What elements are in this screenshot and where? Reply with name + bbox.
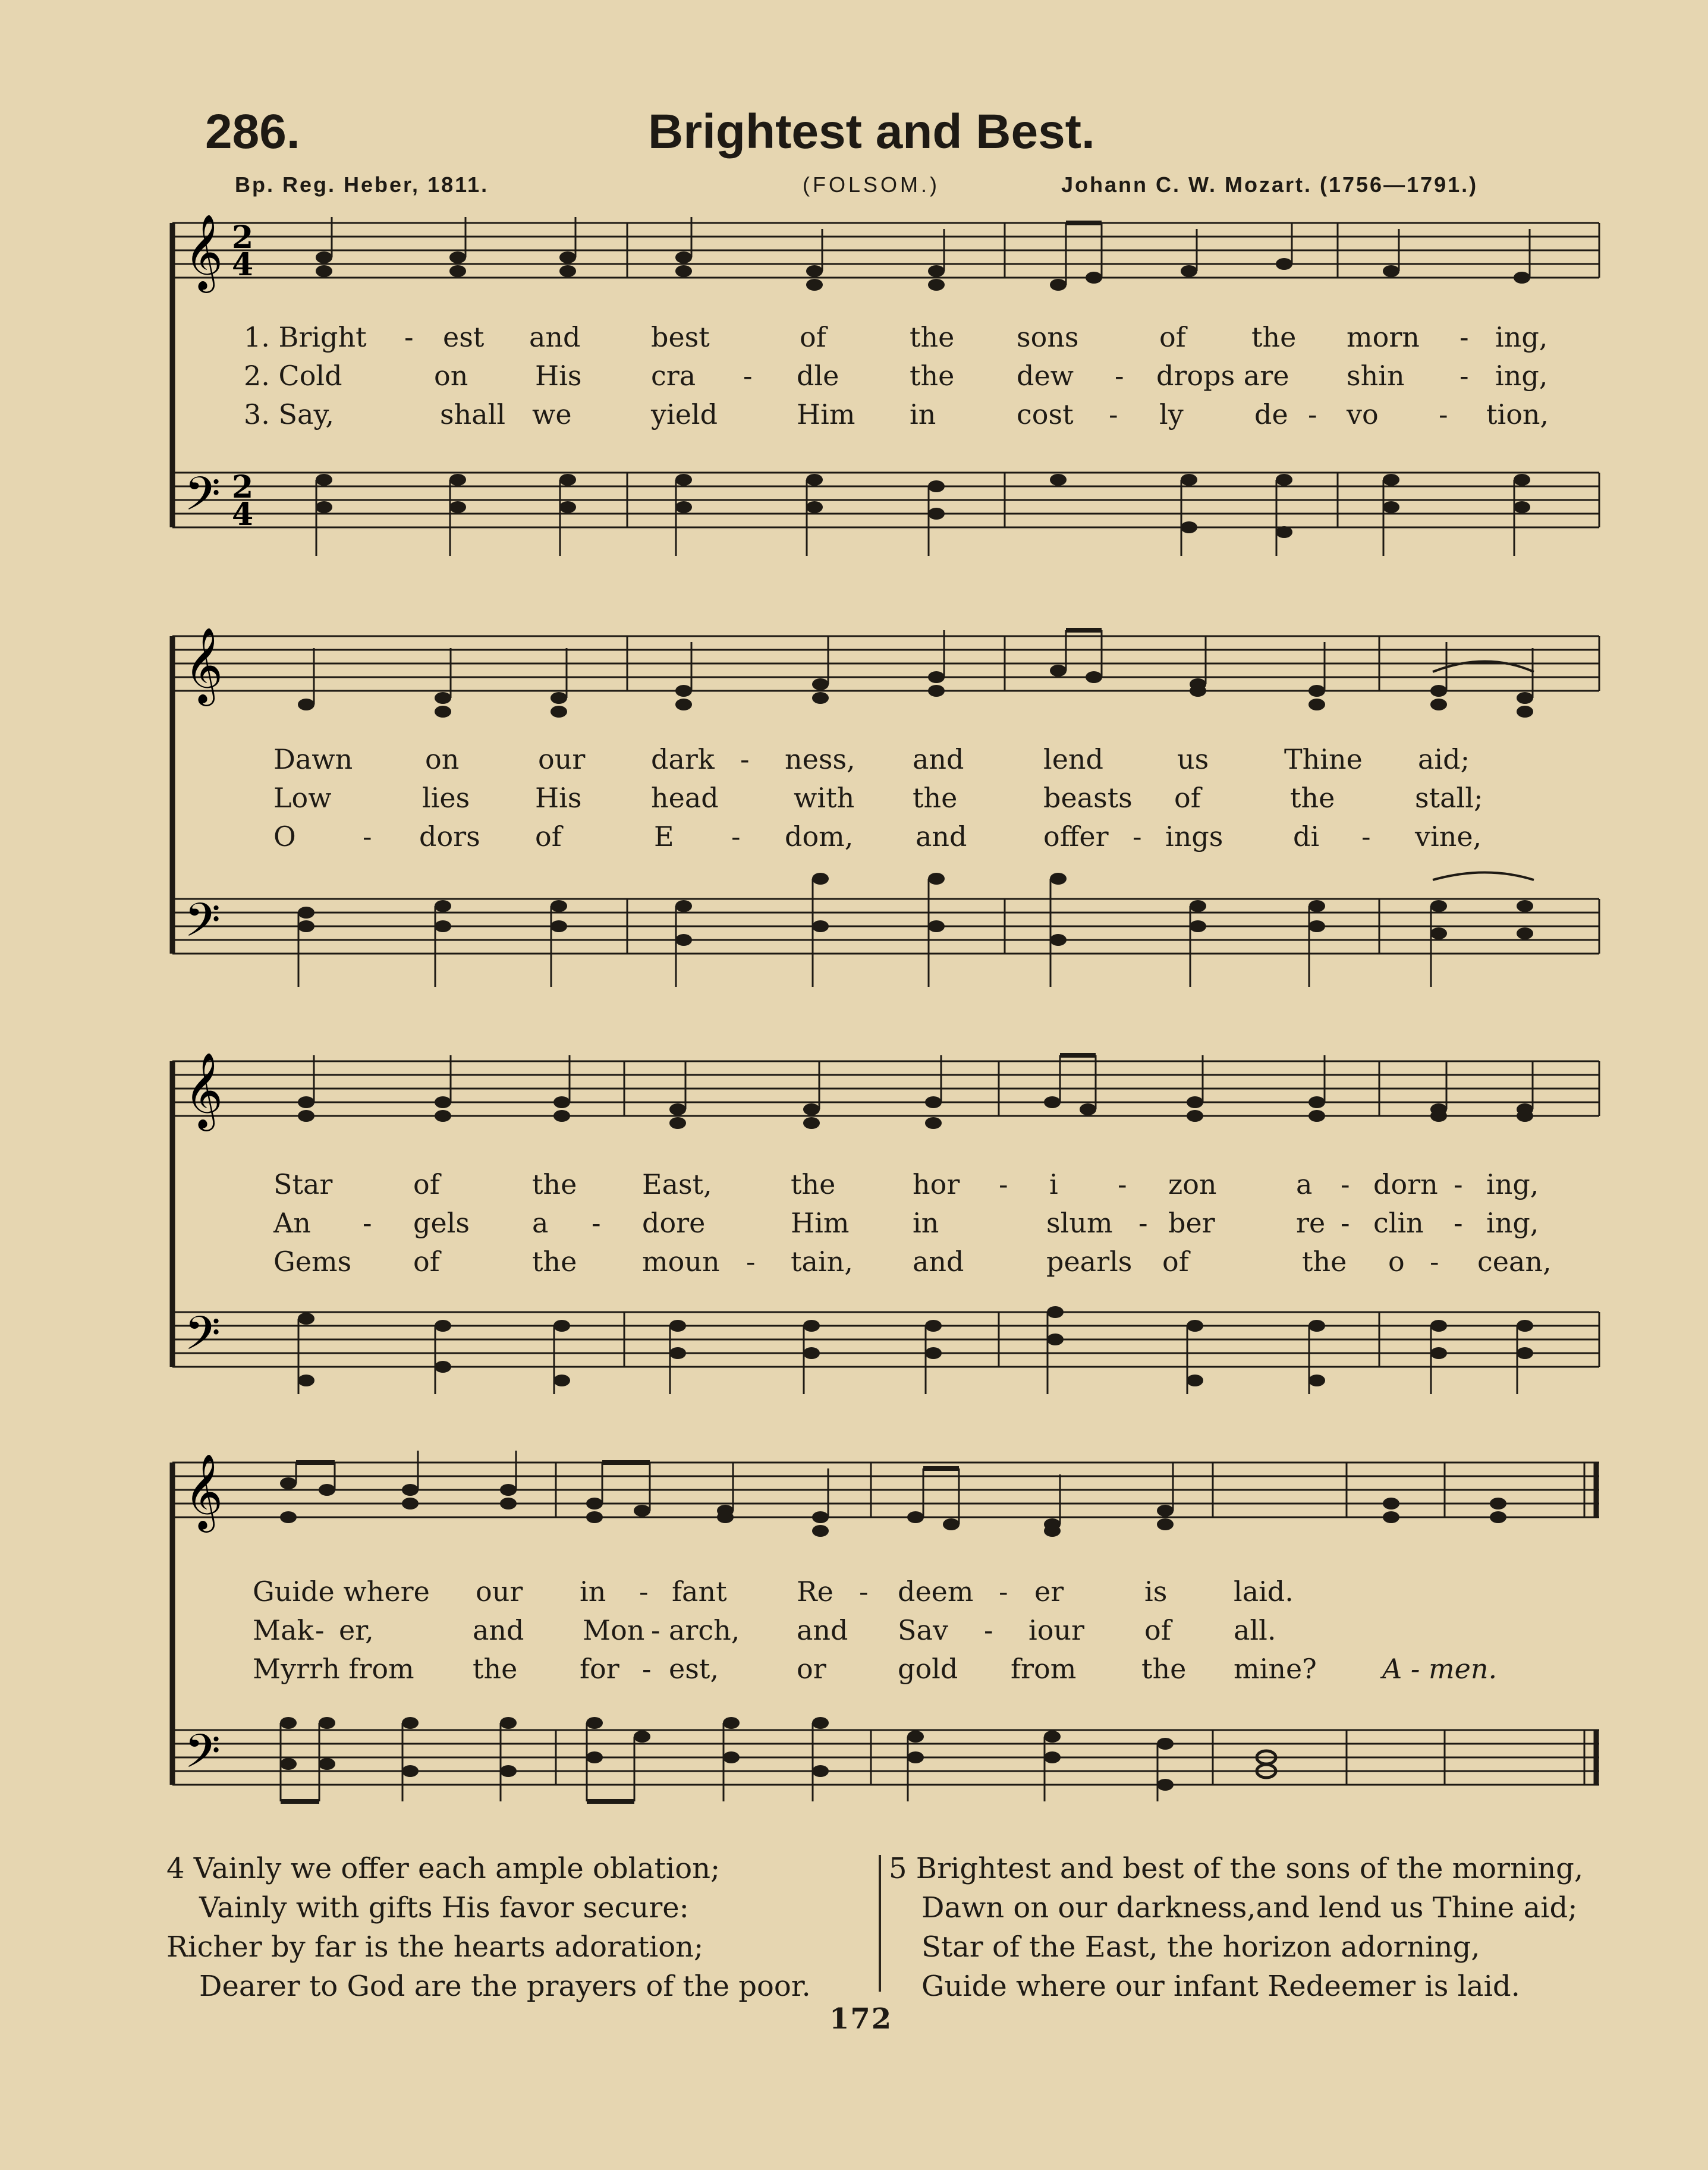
lyric-syllable: in [580, 1575, 606, 1608]
stanza-line: Dearer to God are the prayers of the poor. [199, 1970, 811, 2003]
lyric-syllable: the [1302, 1246, 1347, 1278]
lyric-syllable: the [1141, 1653, 1187, 1685]
notes [316, 251, 1530, 538]
bass-staff [172, 899, 1599, 954]
lyric-syllable: His [535, 782, 582, 814]
lyric-syllable: arch, [669, 1614, 740, 1646]
treble-staff [172, 1061, 1599, 1116]
lyric-syllable: ing, [1486, 1168, 1539, 1200]
lyric-syllable: - [1430, 1246, 1439, 1278]
lyric-syllable: dom, [785, 820, 854, 853]
lyric-syllable: - [1454, 1168, 1463, 1200]
lyric-syllable: - [315, 1614, 325, 1646]
lyric-syllable: of [800, 321, 826, 353]
treble-staff [172, 636, 1599, 691]
lyric-syllable: all. [1234, 1614, 1276, 1646]
lyric-syllable: - [746, 1246, 756, 1278]
lyricist-credit: Bp. Reg. Heber, 1811. [235, 172, 489, 197]
lyric-syllable: er, [339, 1614, 374, 1646]
lyric-syllable: mine? [1234, 1653, 1317, 1685]
lyric-syllable: ly [1159, 398, 1184, 430]
lyric-syllable: dorn [1373, 1168, 1438, 1200]
lyric-syllable: and [913, 743, 964, 775]
lyric-syllable: the [1290, 782, 1335, 814]
lyric-syllable: Star [273, 1168, 333, 1200]
lyric-syllable: and [797, 1614, 848, 1646]
lyric-syllable: the [791, 1168, 836, 1200]
lyric-syllable: - [1133, 820, 1142, 853]
lyric-syllable: gold [898, 1653, 958, 1685]
lyric-syllable: - [592, 1207, 601, 1239]
verse-1-line [166, 321, 1605, 356]
verse-1-line [166, 1575, 1605, 1610]
time-signature-bottom: 4 [232, 496, 254, 533]
lyric-syllable: sons [1017, 321, 1079, 353]
lyric-syllable: - [1308, 398, 1317, 430]
lyric-syllable: ing, [1495, 321, 1548, 353]
music-system-4 [166, 1451, 1605, 1831]
lyric-syllable: a [532, 1207, 549, 1239]
stanza-line: Dawn on our darkness,and lend us Thine aid; [921, 1891, 1578, 1924]
verse-3-line [166, 820, 1605, 855]
lyric-syllable: of [413, 1168, 440, 1200]
bass-clef-icon: 𝄢 [184, 894, 221, 959]
bass-staff [172, 1312, 1599, 1367]
lyric-syllable: O [273, 820, 296, 853]
music-system-3 [166, 1049, 1605, 1406]
lyric-syllable: our [538, 743, 586, 775]
lyric-syllable: tion, [1486, 398, 1549, 430]
lyric-syllable: His [535, 360, 582, 392]
amen-label: A - men. [1382, 1653, 1498, 1685]
treble-clef-icon: 𝄞 [184, 1052, 224, 1128]
lyric-syllable: - [1459, 321, 1469, 353]
lyric-syllable: - [1138, 1207, 1148, 1239]
lyric-syllable: and [529, 321, 581, 353]
treble-clef-icon: 𝄞 [184, 1453, 224, 1529]
lyric-syllable: lies [422, 782, 470, 814]
lyric-syllable: vo [1347, 398, 1379, 430]
hymn-number: 286. [205, 105, 300, 159]
time-signature-bottom: 4 [232, 247, 254, 283]
notes [298, 1096, 1533, 1386]
lyric-syllable: tain, [791, 1246, 853, 1278]
lyric-syllable: Him [791, 1207, 850, 1239]
lyric-syllable: laid. [1234, 1575, 1294, 1608]
stanza-line: Richer by far is the hearts adoration; [166, 1930, 704, 1964]
tie [1433, 873, 1534, 880]
stanza-line: Guide where our infant Redeemer is laid. [921, 1970, 1520, 2003]
lyric-syllable: o [1388, 1246, 1405, 1278]
lyric-syllable: - [999, 1168, 1008, 1200]
lyric-syllable: Mon [583, 1614, 645, 1646]
page-number: 172 [829, 2002, 893, 2036]
lyric-syllable: morn [1347, 321, 1420, 353]
lyric-syllable: ness, [785, 743, 855, 775]
stanza-line: Vainly with gifts His favor secure: [199, 1891, 689, 1924]
lyric-syllable: of [535, 820, 562, 853]
treble-staff [172, 1463, 1599, 1517]
lyric-syllable: An [273, 1207, 311, 1239]
lyric-syllable: - [743, 360, 753, 392]
lyric-syllable: on [425, 743, 460, 775]
lyric-syllable: the [910, 321, 955, 353]
lyric-syllable: di [1293, 820, 1320, 853]
lyric-syllable: slum [1046, 1207, 1113, 1239]
lyric-syllable: the [913, 782, 958, 814]
lyric-syllable: with [794, 782, 855, 814]
lyric-syllable: dew [1017, 360, 1074, 392]
lyric-syllable: - [363, 1207, 372, 1239]
lyric-syllable: cean, [1477, 1246, 1552, 1278]
lyric-syllable: shin [1347, 360, 1405, 392]
lyric-syllable: Re [797, 1575, 833, 1608]
lyric-syllable: on [434, 360, 468, 392]
lyric-syllable: - [999, 1575, 1008, 1608]
lyric-syllable: of [1162, 1246, 1189, 1278]
lyric-syllable: - [1454, 1207, 1463, 1239]
time-signature-top: 2 [232, 469, 254, 505]
lyric-syllable: us [1177, 743, 1209, 775]
lyric-syllable: dore [642, 1207, 706, 1239]
lyric-syllable: shall [440, 398, 506, 430]
bass-clef-icon: 𝄢 [184, 1725, 221, 1790]
lyric-syllable: Low [273, 782, 332, 814]
lyric-syllable: yield [651, 398, 718, 430]
verse-3-line [166, 1653, 1605, 1687]
bass-clef-icon: 𝄢 [184, 467, 221, 533]
bass-clef-icon: 𝄢 [184, 1307, 221, 1372]
lyric-syllable: dle [797, 360, 839, 392]
lyric-syllable: - [404, 321, 414, 353]
lyric-syllable: - [651, 1614, 660, 1646]
bass-staff [172, 1730, 1599, 1785]
stanza-divider [879, 1855, 881, 1992]
lyric-syllable: cra [651, 360, 696, 392]
lyric-syllable: - [1115, 360, 1124, 392]
lyric-syllable: - [639, 1575, 649, 1608]
lyric-syllable: - [1341, 1168, 1350, 1200]
lyric-syllable: our [476, 1575, 523, 1608]
lyric-syllable: zon [1168, 1168, 1217, 1200]
lyric-syllable: in [913, 1207, 939, 1239]
lyric-syllable: the [532, 1168, 577, 1200]
lyric-syllable: in [910, 398, 936, 430]
lyric-syllable: pearls [1046, 1246, 1133, 1278]
lyric-syllable: of [413, 1246, 440, 1278]
lyric-syllable: or [797, 1653, 826, 1685]
lyric-syllable: ings [1165, 820, 1223, 853]
verse-1-line [166, 1168, 1605, 1203]
lyric-syllable: - [642, 1653, 652, 1685]
stanza-4 [166, 1849, 850, 2006]
lyric-syllable: - [740, 743, 750, 775]
lyric-syllable: 3. Say, [244, 398, 334, 430]
stanza-5 [889, 1849, 1602, 2006]
time-signature-top: 2 [232, 219, 254, 256]
lyric-syllable: - [1361, 820, 1371, 853]
lyric-syllable: stall; [1415, 782, 1483, 814]
music-system-1 [166, 211, 1605, 562]
lyric-syllable: - [1439, 398, 1448, 430]
lyric-syllable: beasts [1043, 782, 1133, 814]
lyric-syllable: of [1174, 782, 1201, 814]
lyric-syllable: - [859, 1575, 869, 1608]
lyric-syllable: Sav [898, 1614, 948, 1646]
lyric-syllable: from [1011, 1653, 1077, 1685]
lyric-syllable: Gems [273, 1246, 352, 1278]
lyric-syllable: - [731, 820, 741, 853]
treble-clef-icon: 𝄞 [184, 627, 224, 703]
lyric-syllable: Guide where [253, 1575, 430, 1608]
lyric-syllable: and [916, 820, 967, 853]
lyric-syllable: and [473, 1614, 524, 1646]
verse-2-line [166, 1614, 1605, 1649]
lyric-syllable: - [1118, 1168, 1127, 1200]
lyric-syllable: the [473, 1653, 518, 1685]
lyric-syllable: dark [651, 743, 715, 775]
lyric-syllable: is [1144, 1575, 1168, 1608]
lyric-syllable: re [1296, 1207, 1326, 1239]
lyric-syllable: dors [419, 820, 480, 853]
lyric-syllable: clin [1373, 1207, 1424, 1239]
lyric-syllable: East, [642, 1168, 712, 1200]
lyric-syllable: and [913, 1246, 964, 1278]
lyric-syllable: Him [797, 398, 855, 430]
lyric-syllable: cost [1017, 398, 1074, 430]
lyric-syllable: a [1296, 1168, 1313, 1200]
treble-clef-icon: 𝄞 [184, 213, 224, 290]
lyric-syllable: - [984, 1614, 993, 1646]
lyric-syllable: drops are [1156, 360, 1289, 392]
lyric-syllable: aid; [1418, 743, 1470, 775]
lyric-syllable: moun [642, 1246, 720, 1278]
lyric-syllable: the [910, 360, 955, 392]
lyric-syllable: we [532, 398, 572, 430]
verse-1-line [166, 743, 1605, 778]
verse-3-line [166, 398, 1605, 433]
lyric-syllable: est [443, 321, 485, 353]
lyric-syllable: ing, [1495, 360, 1548, 392]
verse-2-line [166, 360, 1605, 394]
verse-2-line [166, 782, 1605, 816]
verse-2-line [166, 1207, 1605, 1241]
lyric-syllable: Dawn [273, 743, 353, 775]
lyric-syllable: Myrrh from [253, 1653, 414, 1685]
lyric-syllable: 1. Bright [244, 321, 367, 353]
hymn-title: Brightest and Best. [648, 105, 1095, 159]
lyric-syllable: head [651, 782, 719, 814]
lyric-syllable: iour [1028, 1614, 1085, 1646]
lyric-syllable: best [651, 321, 710, 353]
lyric-syllable: offer [1043, 820, 1109, 853]
lyric-syllable: E [654, 820, 674, 853]
lyric-syllable: est, [669, 1653, 719, 1685]
lyric-syllable: lend [1043, 743, 1104, 775]
lyric-syllable: ber [1168, 1207, 1215, 1239]
lyric-syllable: vine, [1415, 820, 1482, 853]
lyric-syllable: - [363, 820, 372, 853]
lyric-syllable: i [1049, 1168, 1058, 1200]
lyric-syllable: the [532, 1246, 577, 1278]
music-system-2 [166, 624, 1605, 1005]
lyric-syllable: - [1459, 360, 1469, 392]
lyric-syllable: fant [672, 1575, 727, 1608]
lyric-syllable: er [1034, 1575, 1064, 1608]
lyric-syllable: deem [898, 1575, 974, 1608]
lyric-syllable: Thine [1284, 743, 1363, 775]
lyric-syllable: the [1251, 321, 1297, 353]
stanza-line: Star of the East, the horizon adorning, [921, 1930, 1480, 1964]
lyric-syllable: - [1341, 1207, 1350, 1239]
lyric-syllable: - [1109, 398, 1118, 430]
tune-name: (FOLSOM.) [803, 172, 940, 197]
lyric-syllable: Mak [253, 1614, 314, 1646]
lyric-syllable: 2. Cold [244, 360, 342, 392]
lyric-syllable: for [580, 1653, 619, 1685]
composer-credit: Johann C. W. Mozart. (1756—1791.) [1061, 172, 1479, 197]
stanza-line: 5 Brightest and best of the sons of the morning, [889, 1852, 1584, 1885]
lyric-syllable: of [1144, 1614, 1171, 1646]
stanza-line: 4 Vainly we offer each ample oblation; [166, 1852, 721, 1885]
lyric-syllable: hor [913, 1168, 960, 1200]
lyric-syllable: ing, [1486, 1207, 1539, 1239]
verse-3-line [166, 1246, 1605, 1280]
lyric-syllable: gels [413, 1207, 470, 1239]
lyric-syllable: of [1159, 321, 1186, 353]
lyric-syllable: de [1254, 398, 1288, 430]
